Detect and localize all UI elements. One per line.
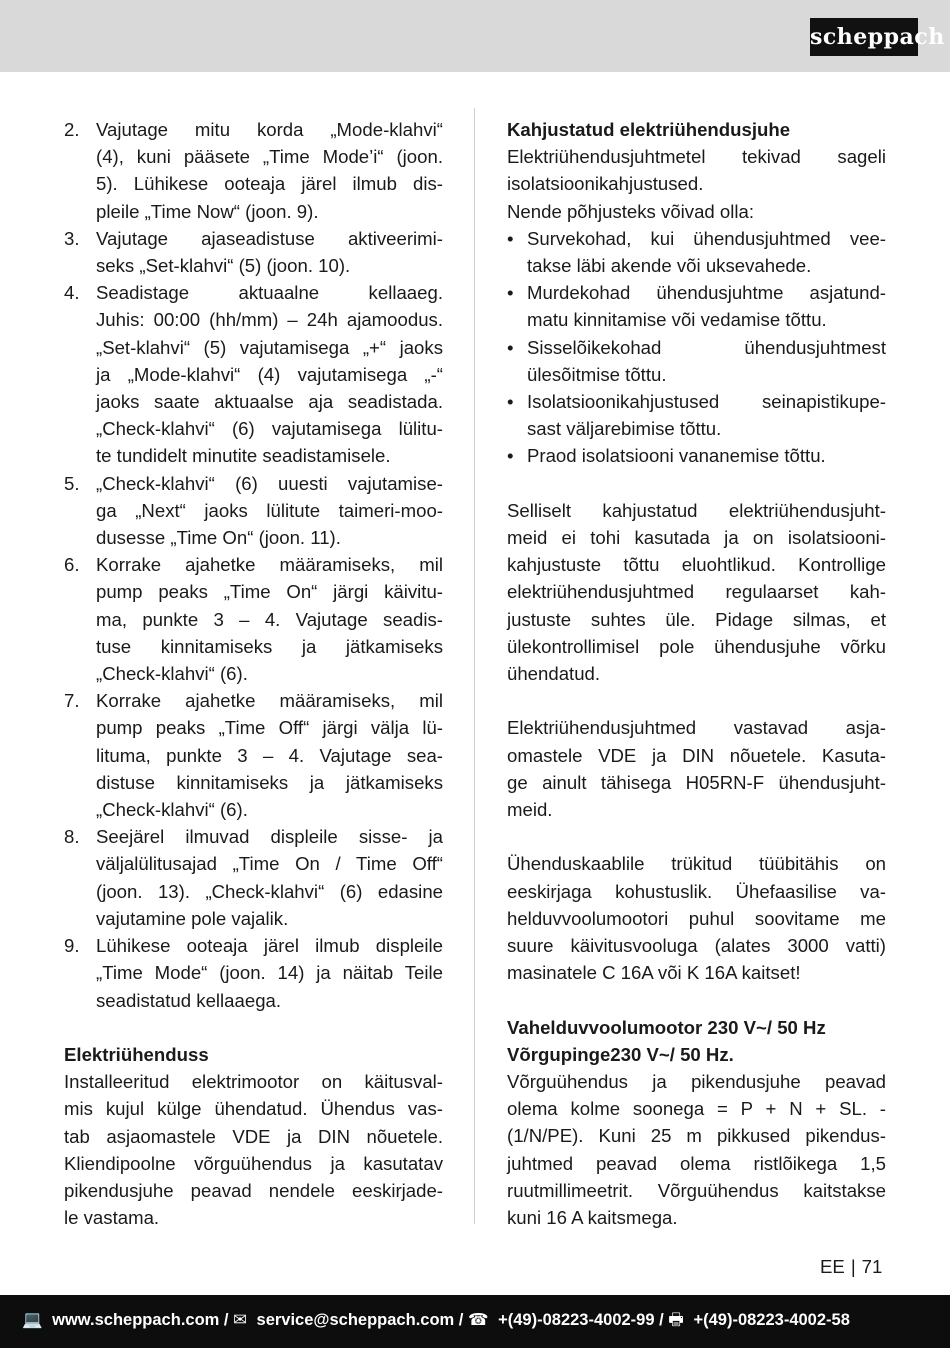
step-text: [96, 687, 443, 823]
step-line: pump peaks „Time Off“ järgi välja lü-: [96, 717, 443, 739]
paragraph-line: suure käivitusvooluga (alates 3000 vatti): [507, 935, 886, 957]
step-number: 8.: [64, 826, 80, 848]
step-line: vajutamine pole vajalik.: [96, 907, 289, 929]
paragraph-line: Võrguühendus ja pikendusjuhe peavad: [507, 1071, 886, 1093]
bullet-line: Survekohad, kui ühendusjuhtmed vee-: [527, 227, 886, 249]
bullet-line: Sisselõikekohad ühendusjuhtmest: [527, 336, 886, 358]
step-line: te tundidelt minutite seadistamisele.: [96, 445, 391, 467]
step-line: Juhis: 00:00 (hh/mm) – 24h ajamoodus.: [96, 309, 443, 331]
step-text: [96, 116, 443, 225]
paragraph-line: Installeeritud elektrimootor on käitusval-: [64, 1071, 443, 1093]
paragraph-line: le vastama.: [64, 1207, 160, 1229]
step-number: 5.: [64, 472, 80, 494]
step-item: [64, 470, 443, 552]
step-line: „Check-klahvi“ (6).: [96, 663, 248, 685]
language-code: EE: [820, 1256, 845, 1277]
bullet-item: [507, 279, 886, 333]
paragraph-line: (1/N/PE). Kuni 25 m pikkused pikendus-: [507, 1125, 886, 1147]
column-divider: [474, 108, 475, 1224]
page-separator: |: [850, 1256, 856, 1277]
footer-email[interactable]: service@scheppach.com /: [256, 1311, 464, 1329]
paragraph-line: juhtmed peavad olema ristlõikega 1,5: [507, 1152, 886, 1174]
step-text: [96, 470, 443, 552]
bullet-line: matu kinnitamise või vedamise tõttu.: [527, 309, 827, 331]
bullet-line: Murdekohad ühendusjuhtme asjatund-: [527, 282, 886, 304]
computer-icon: 💻: [22, 1311, 43, 1329]
step-number: 4.: [64, 282, 80, 304]
paragraph-line: Nende põhjusteks võivad olla:: [507, 200, 755, 222]
step-line: väljalülitusajad „Time On / Time Off“: [96, 853, 443, 875]
paragraph-line: pikendusjuhe peavad nendele eeskirjade-: [64, 1179, 443, 1201]
bullet-text: [527, 334, 886, 388]
ac-motor-heading: Vahelduvvoolumootor 230 V~/ 50 Hz: [507, 1016, 826, 1038]
paragraph-line: olema kolme soonega = P + N + SL. -: [507, 1098, 886, 1120]
paragraph-line: kahjustuste tõttu eluohtlikud. Kontrollige: [507, 554, 886, 576]
right-column: [507, 116, 886, 1231]
step-line: Vajutage mitu korda „Mode-klahvi“: [96, 119, 443, 140]
bullet-dot: •: [507, 445, 514, 467]
step-item: [64, 225, 443, 279]
step-text: [96, 932, 443, 1014]
step-line: Korrake ajahetke määramiseks, mil: [96, 690, 443, 712]
paragraph-line: ühendatud.: [507, 663, 601, 685]
bullet-text: [527, 442, 886, 469]
extension-cable-paragraph: [507, 1068, 886, 1231]
paragraph-line: mis kujul külge ühendatud. Ühendus vas-: [64, 1098, 443, 1120]
step-text: [96, 551, 443, 687]
step-line: seadistatud kellaaega.: [96, 989, 282, 1011]
step-line: tuse kinnitamiseks ja jätkamiseks: [96, 635, 443, 657]
step-line: „Check-klahvi“ (6) vajutamisega lülitu-: [96, 418, 443, 440]
step-line: „Check-klahvi“ (6).: [96, 799, 248, 821]
step-line: jaoks saate aktuaalse aja seadistada.: [96, 391, 443, 413]
step-line: dusesse „Time On“ (joon. 11).: [96, 527, 341, 549]
step-item: [64, 932, 443, 1014]
step-line: Korrake ajahetke määramiseks, mil: [96, 554, 443, 576]
bullet-text: [527, 225, 886, 279]
left-column: [64, 116, 443, 1231]
step-number: 3.: [64, 227, 80, 249]
footer-bar: [0, 1295, 950, 1348]
step-line: „Check-klahvi“ (6) uuesti vajutamise-: [96, 472, 443, 494]
step-line: seks „Set-klahvi“ (5) (joon. 10).: [96, 255, 351, 277]
step-line: lituma, punkte 3 – 4. Vajutage sea-: [96, 744, 443, 766]
electric-connection-heading: Elektriühenduss: [64, 1043, 209, 1065]
step-item: [64, 823, 443, 932]
paragraph-line: isolatsioonikahjustused.: [507, 173, 704, 195]
bullet-line: Isolatsioonikahjustused seinapistikupe-: [527, 391, 886, 413]
instruction-steps: [64, 116, 443, 1014]
step-item: [64, 116, 443, 225]
bullet-dot: •: [507, 336, 514, 358]
step-line: pleile „Time Now“ (joon. 9).: [96, 200, 319, 222]
paragraph-line: ruutmillimeetrit. Võrguühendus kaitstakse: [507, 1179, 886, 1201]
step-number: 6.: [64, 554, 80, 576]
paragraph-line: Selliselt kahjustatud elektriühendusjuht-: [507, 499, 886, 521]
step-line: distuse kinnitamiseks ja jätkamiseks: [96, 771, 443, 793]
step-item: [64, 687, 443, 823]
type-designation-paragraph: [507, 850, 886, 986]
step-line: 5). Lühikese ooteaja järel ilmub dis-: [96, 173, 443, 195]
paragraph-line: Ühenduskaablile trükitud tüübitähis on: [507, 853, 886, 875]
step-line: pump peaks „Time On“ järgi käivitu-: [96, 581, 443, 603]
paragraph-line: helduvvoolumootori puhul soovitame me: [507, 907, 886, 929]
footer-website[interactable]: www.scheppach.com /: [52, 1311, 229, 1329]
envelope-icon: ✉: [233, 1311, 247, 1329]
page-number: [820, 1256, 882, 1278]
bullet-item: [507, 442, 886, 469]
bullet-line: sast väljarebimise tõttu.: [527, 418, 722, 440]
step-line: ja „Mode-klahvi“ (4) vajutamisega „-“: [96, 363, 443, 385]
paragraph-line: Elektriühendusjuhtmed vastavad asja-: [507, 717, 886, 739]
step-line: „Set-klahvi“ (5) vajutamisega „+“ jaoks: [96, 336, 443, 358]
paragraph-line: meid.: [507, 799, 553, 821]
damaged-cable-warning-paragraph: [507, 497, 886, 687]
paragraph-line: Kliendipoolne võrguühendus ja kasutatav: [64, 1152, 443, 1174]
bullet-dot: •: [507, 282, 514, 304]
paragraph-line: kuni 16 A kaitsmega.: [507, 1207, 678, 1229]
step-line: Seejärel ilmuvad displeile sisse- ja: [96, 826, 443, 848]
step-line: Seadistage aktuaalne kellaaeg.: [96, 282, 443, 304]
paragraph-line: omastele VDE ja DIN nõuetele. Kasuta-: [507, 744, 886, 766]
step-line: (joon. 13). „Check-klahvi“ (6) edasine: [96, 880, 443, 902]
step-text: [96, 279, 443, 469]
step-text: [96, 823, 443, 932]
mains-voltage-heading: Võrgupinge230 V~/ 50 Hz.: [507, 1043, 734, 1065]
fax-icon: 🖶: [668, 1311, 684, 1329]
bullet-text: [527, 388, 886, 442]
step-number: 9.: [64, 935, 80, 957]
scheppach-logo: scheppach: [810, 18, 918, 56]
paragraph-line: ge ainult tähisega H05RN-F ühendusjuht-: [507, 771, 886, 793]
page-number-value: 71: [861, 1256, 883, 1277]
bullet-item: [507, 225, 886, 279]
step-item: [64, 279, 443, 469]
bullet-line: takse läbi akende või uksevahede.: [527, 255, 812, 277]
bullet-dot: •: [507, 391, 514, 413]
bullet-line: Praod isolatsiooni vananemise tõttu.: [527, 445, 826, 467]
step-line: Lühikese ooteaja järel ilmub displeile: [96, 935, 443, 957]
paragraph-line: Elektriühendusjuhtmetel tekivad sageli: [507, 146, 886, 168]
step-item: [64, 551, 443, 687]
bullet-item: [507, 388, 886, 442]
step-text: [96, 225, 443, 279]
header-bar: [0, 0, 950, 72]
step-line: ga „Next“ jaoks lülitute taimeri-moo-: [96, 499, 443, 521]
paragraph-line: eeskirjaga kohustuslik. Ühefaasilise va-: [507, 880, 886, 902]
step-line: „Time Mode“ (joon. 14) ja näitab Teile: [96, 962, 443, 984]
cable-standards-paragraph: [507, 714, 886, 823]
damaged-cable-intro: [507, 143, 886, 225]
paragraph-line: elektriühendusjuhtmed regulaarset kah-: [507, 581, 886, 603]
bullet-item: [507, 334, 886, 388]
footer-fax: +(49)-08223-4002-58: [693, 1311, 850, 1329]
bullet-text: [527, 279, 886, 333]
damaged-cable-heading: Kahjustatud elektriühendusjuhe: [507, 119, 791, 140]
paragraph-line: meid ei tohi kasutada ja on isolatsiooni-: [507, 527, 886, 549]
bullet-line: ülesõitmise tõttu.: [527, 363, 667, 385]
step-number: 7.: [64, 690, 80, 712]
phone-icon: ☎: [467, 1311, 489, 1329]
step-line: (4), kuni pääsete „Time Mode’i“ (joon.: [96, 146, 443, 168]
step-number: 2.: [64, 119, 80, 140]
paragraph-line: ülekontrollimisel pole ühendusjuhe võrku: [507, 635, 886, 657]
step-line: Vajutage ajaseadistuse aktiveerimi-: [96, 227, 443, 249]
step-line: ma, punkte 3 – 4. Vajutage seadis-: [96, 608, 443, 630]
bullet-dot: •: [507, 227, 514, 249]
damage-causes-list: [507, 225, 886, 470]
paragraph-line: tab asjaomastele VDE ja DIN nõuetele.: [64, 1125, 443, 1147]
paragraph-line: justuste suhtes üle. Pidage silmas, et: [507, 608, 886, 630]
electric-connection-paragraph: [64, 1068, 443, 1231]
footer-phone: +(49)-08223-4002-99 /: [498, 1311, 664, 1329]
paragraph-line: masinatele C 16A või K 16A kaitset!: [507, 962, 801, 984]
